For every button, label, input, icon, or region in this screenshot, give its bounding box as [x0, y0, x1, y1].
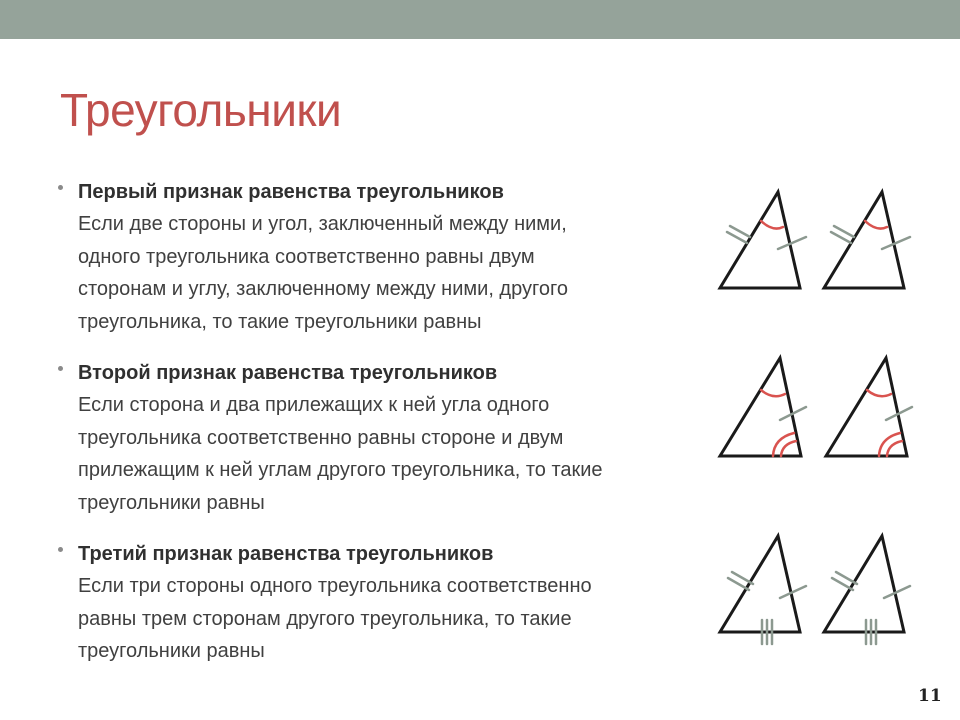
- top-bar: [0, 0, 960, 39]
- angle-arc: [781, 441, 796, 456]
- angle-arc: [761, 390, 785, 396]
- triangle-outline: [720, 358, 801, 456]
- triangle-sas-1: [716, 185, 816, 295]
- bullet-dot: [58, 185, 63, 190]
- triangle-outline: [720, 192, 800, 288]
- angle-arc: [879, 433, 900, 456]
- page-number: 11: [918, 686, 942, 706]
- bullet-list: [58, 176, 718, 687]
- triangle-sss-1: [716, 530, 816, 655]
- angle-arc: [865, 221, 887, 229]
- bullet-text-line: треугольника, то такие треугольники равны: [78, 310, 482, 333]
- bullet-text-line: прилежащим к ней углам другого треугольника, то такие: [78, 459, 603, 481]
- bullet-item-third-criterion: [58, 538, 718, 668]
- bullet-text-line: Если сторона и два прилежащих к ней угла одного: [78, 394, 550, 416]
- triangle-outline: [824, 536, 904, 632]
- angle-arc: [761, 221, 783, 229]
- bullet-item-first-criterion: [58, 176, 718, 338]
- bullet-heading: Второй признак равенства треугольников: [78, 362, 498, 384]
- bullet-dot: [58, 366, 63, 371]
- triangle-outline: [826, 358, 907, 456]
- bullet-heading: Первый признак равенства треугольников: [78, 181, 504, 203]
- angle-arc: [773, 433, 794, 456]
- bullet-text-line: равны трем сторонам другого треугольника, то такие: [78, 607, 572, 630]
- bullet-text-line: сторонам и углу, заключенному между ними, другого: [78, 278, 568, 300]
- bullet-text-line: Если две стороны и угол, заключенный между ними,: [78, 213, 567, 235]
- angle-arc: [887, 441, 902, 456]
- bullet-text-line: одного треугольника соответственно равны двум: [78, 245, 535, 268]
- triangle-sas-2: [820, 185, 920, 295]
- triangle-sss-2: [820, 530, 920, 655]
- bullet-text-line: треугольники равны: [78, 491, 265, 514]
- triangle-asa-1: [716, 352, 816, 462]
- triangle-outline: [824, 192, 904, 288]
- bullet-dot: [58, 547, 63, 552]
- angle-arc: [867, 390, 891, 396]
- bullet-text-line: треугольника соответственно равны стороне и двум: [78, 426, 564, 449]
- bullet-item-second-criterion: [58, 357, 718, 519]
- bullet-heading: Третий признак равенства треугольников: [78, 543, 494, 565]
- triangle-asa-2: [822, 352, 922, 462]
- bullet-text-line: Если три стороны одного треугольника соответственно: [78, 575, 592, 597]
- triangle-outline: [720, 536, 800, 632]
- slide-title: Треугольники: [60, 84, 342, 136]
- bullet-text-line: треугольники равны: [78, 640, 265, 662]
